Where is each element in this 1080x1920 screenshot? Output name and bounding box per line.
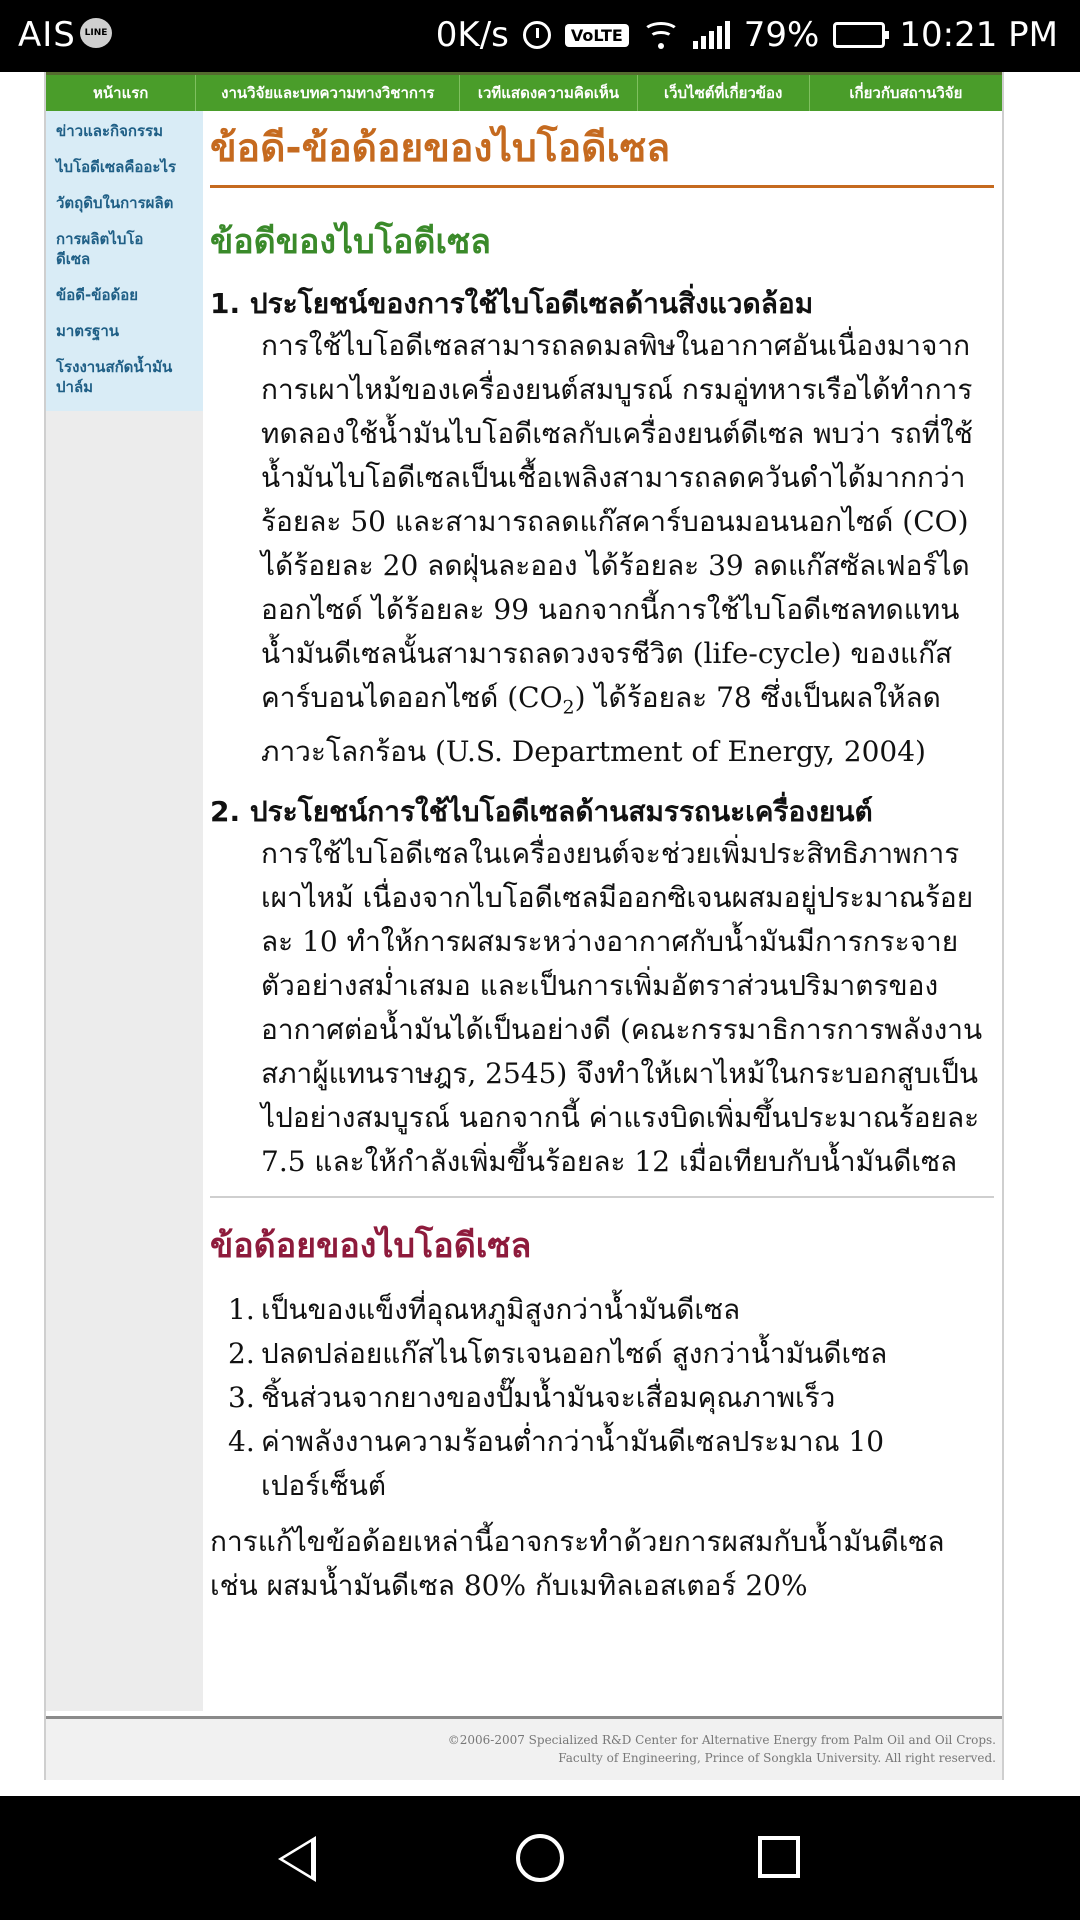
sidebar-item-standards[interactable]: มาตรฐาน [56, 322, 120, 340]
wifi-icon [643, 21, 679, 49]
point1-text-a: การใช้ไบโอดีเซลสามารถลดมลพิษในอากาศอันเนื่องมาจากการเผาไหม้ของเครื่องยนต์สมบูรณ์ กรมอู่ทหารเรือได้ทำการทดลองใช้น้ำมันไบโอดีเซลกับเครื่องยนต์ดีเซล พบว่า รถที่ใช้น้ำมันไบโอดีเซลเป็นเชื้อเพลิงสามารถลดควันดำได้มากกว่าร้อยละ 50 และสามารถลดแก๊สคาร์บอนมอนนอกไซด์ (CO) ได้ร้อยละ 20 ลดฝุ่นละออง ได้ร้อยละ 39 ลดแก๊สซัลเฟอร์ไดออกไซด์ ได้ร้อยละ 99 นอกจากนี้การใช้ไบโอดีเซลทดแทนน้ำมันดีเซลนั้นสามารถลดวงจรชีวิต (life-cycle) ของแก๊สคาร์บอนไดออกไซด์ (CO [261, 329, 973, 714]
point1-text-b: ) ได้ร้อยละ 78 ซึ่งเป็นผลให้ลดภาวะโลกร้อน (U.S. Department of Energy, 2004) [261, 681, 941, 768]
back-icon[interactable] [278, 1836, 316, 1882]
point1-body [261, 324, 997, 774]
section-divider [210, 1196, 994, 1198]
status-bar [0, 0, 1080, 72]
list-item: 4. ค่าพลังงานความร้อนต่ำกว่าน้ำมันดีเซลประมาณ 10 เปอร์เซ็นต์ [228, 1424, 885, 1502]
copyright-line-2: Faculty of Engineering, Prince of Songkla University. All right reserved. [558, 1751, 996, 1765]
main-content [210, 111, 1000, 1636]
point1-heading: 1. ประโยชน์ของการใช้ไบโอดีเซลด้านสิ่งแวดล้อม [210, 287, 814, 320]
sidebar [46, 111, 203, 1711]
network-speed: 0K/s [435, 15, 509, 55]
carrier-label: AIS [18, 15, 76, 55]
battery-percent: 79% [743, 15, 820, 55]
nav-forum-link[interactable]: เวทีแสดงความคิดเห็น [460, 75, 637, 111]
nav-research-link[interactable]: งานวิจัยและบทความทางวิชาการ [196, 75, 460, 111]
list-item: 3. ชิ้นส่วนจากยางของปั๊มน้ำมันจะเสื่อมคุณภาพเร็ว [228, 1380, 836, 1414]
nav-about-link[interactable]: เกี่ยวกับสถานวิจัย [849, 84, 963, 102]
sidebar-item-what-is-biodiesel[interactable]: ไบโอดีเซลคืออะไร [56, 158, 177, 176]
line-app-icon: LINE [80, 18, 112, 48]
sidebar-item-palm-oil-mills[interactable]: โรงงานสกัดน้ำมันปาล์ม [56, 358, 173, 396]
list-item: 1. เป็นของแข็งที่อุณหภูมิสูงกว่าน้ำมันดีเซล [228, 1292, 741, 1326]
page-title: ข้อดี-ข้อด้อยของไบโอดีเซล [210, 117, 994, 188]
signal-icon [693, 21, 730, 49]
point2-heading: 2. ประโยชน์การใช้ไบโอดีเซลด้านสมรรถนะเครื่องยนต์ [210, 794, 873, 828]
home-icon[interactable] [516, 1834, 564, 1882]
status-icons [436, 15, 1058, 55]
alarm-icon [523, 21, 551, 49]
battery-charging-icon [833, 22, 885, 48]
web-page [44, 72, 1004, 1780]
sidebar-item-news[interactable]: ข่าวและกิจกรรม [56, 122, 163, 140]
copyright-line: ©2006-2007 Specialized R&D Center for Alternative Energy from Palm Oil and Oil Crops. [447, 1733, 996, 1747]
recent-apps-icon[interactable] [758, 1836, 800, 1878]
pros-section-title: ข้อดีของไบโอดีเซล [210, 222, 491, 262]
cons-list [210, 1288, 1000, 1508]
clock: 10:21 PM [899, 15, 1058, 55]
point2-body: การใช้ไบโอดีเซลในเครื่องยนต์จะช่วยเพิ่มประสิทธิภาพการเผาไหม้ เนื่องจากไบโอดีเซลมีออกซิเจนผสมอยู่ประมาณร้อยละ 10 ทำให้การผสมระหว่างอากาศกับน้ำมันมีการกระจายตัวอย่างสม่ำเสมอ และเป็นการเพิ่มอัตราส่วนปริมาตรของอากาศต่อน้ำมันได้เป็นอย่างดี (คณะกรรมาธิการการพลังงาน สภาผู้แทนราษฎร, 2545) จึงทำให้เผาไหม้ในกระบอกสูบเป็นไปอย่างสมบูรณ์ นอกจากนี้ ค่าแรงบิดเพิ่มขึ้นประมาณร้อยละ 7.5 และให้กำลังเพิ่มขึ้นร้อยละ 12 เมื่อเทียบกับน้ำมันดีเซล [261, 836, 983, 1178]
closing-paragraph: การแก้ไขข้อด้อยเหล่านี้อาจกระทำด้วยการผสมกับน้ำมันดีเซล เช่น ผสมน้ำมันดีเซล 80% กับเมทิลเอสเตอร์ 20% [210, 1524, 945, 1602]
top-navigation [46, 75, 1002, 111]
system-navigation-bar [0, 1796, 1080, 1920]
nav-related-sites-link[interactable]: เว็บไซต์ที่เกี่ยวข้อง [638, 75, 810, 111]
nav-home-link[interactable]: หน้าแรก [46, 75, 196, 111]
cons-section-title: ข้อด้อยของไบโอดีเซล [210, 1225, 532, 1266]
co2-subscript: 2 [562, 696, 575, 719]
list-item: 2. ปลดปล่อยแก๊สไนโตรเจนออกไซด์ สูงกว่าน้ำมันดีเซล [228, 1336, 888, 1370]
page-footer [46, 1716, 1002, 1780]
sidebar-item-production[interactable]: การผลิตไบโอดีเซล [56, 230, 144, 268]
volte-icon: VoLTE [565, 24, 629, 47]
sidebar-menu [46, 111, 203, 411]
sidebar-item-raw-materials[interactable]: วัตถุดิบในการผลิต [56, 194, 174, 212]
sidebar-item-pros-cons[interactable]: ข้อดี-ข้อด้อย [56, 286, 139, 304]
